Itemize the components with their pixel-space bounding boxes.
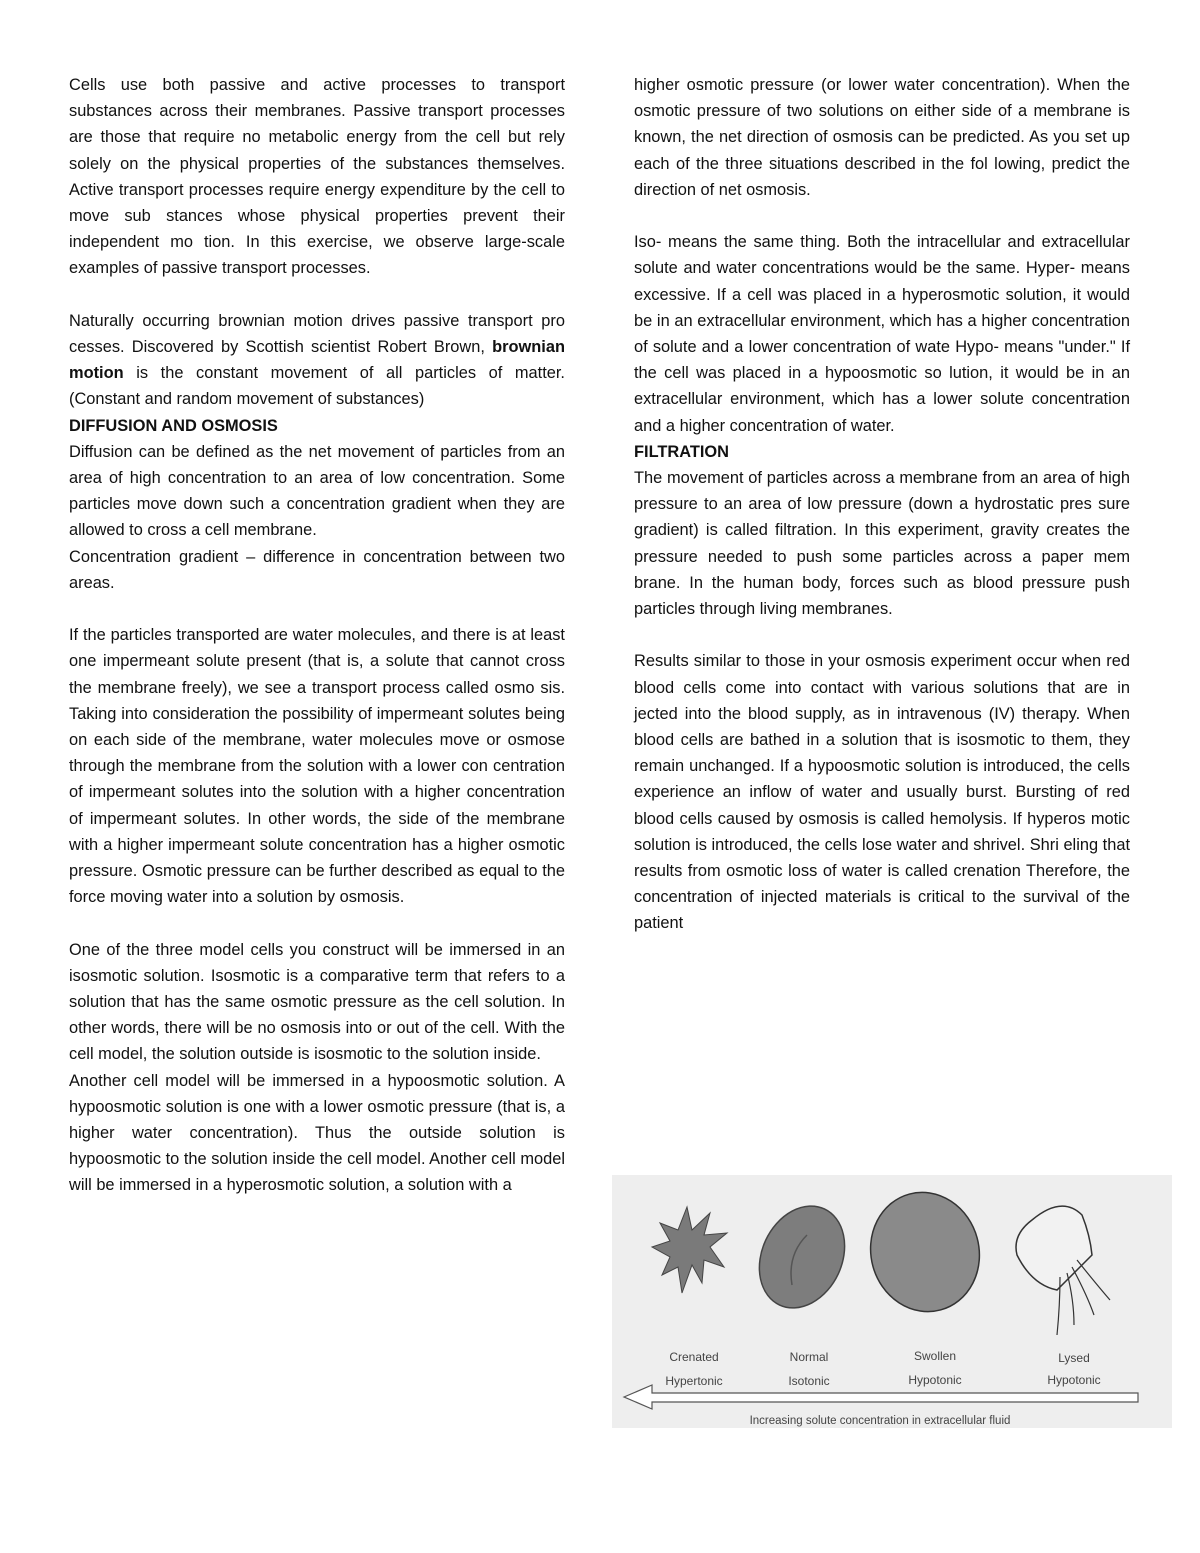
label-isotonic: Isotonic	[788, 1374, 830, 1388]
isosmotic-paragraph: One of the three model cells you construct will be immersed in an isosmotic solution. Isosmotic is a comparative term that refers to a solution that has the same osmotic pressure as the cell solution. In other words, there will be no osmosis into or out of the cell. With the cell model, the solution outside is isosmotic to the solution inside.	[69, 940, 565, 1064]
brownian-text-b: is the constant movement of all particles of matter. (Constant and random movement of substances)	[69, 364, 565, 409]
label-normal: Normal	[789, 1350, 829, 1364]
diffusion-heading: DIFFUSION AND OSMOSIS	[69, 416, 278, 435]
brownian-term: brownian motion	[69, 338, 565, 383]
prefix-paragraph: Iso- means the same thing. Both the intracellular and extracellular solute and water concentrations would be the same. Hyper- means excessive. If a cell was placed in a hyperosmotic solution, it would be in an extracellular environment, which has a higher concentration of solute and a lower concentration of wate Hypo- means "under." If the cell was placed in a hypoosmotic so lution, it would be in an extracellular environment, which has a lower solute concentration and a higher concentration of water.	[634, 233, 1130, 435]
osmotic-pressure-paragraph: higher osmotic pressure (or lower water concentration). When the osmotic pressure of two solutions on either side of a membrane is known, the net direction of osmosis can be predicted. As you set up each of the three situations described in the fol lowing, predict the direction of net osmosis.	[634, 76, 1130, 199]
diffusion-paragraph: Diffusion can be defined as the net movement of particles from an area of high concentration to an area of low concentration. Some particles move down such a concentration gradient when they are allowed to cross a cell membrane.	[69, 442, 565, 540]
label-hypertonic: Hypertonic	[665, 1374, 723, 1388]
label-swollen: Swollen	[913, 1349, 957, 1363]
label-hypotonic-swollen: Hypotonic	[908, 1373, 962, 1387]
label-lysed: Lysed	[1058, 1351, 1090, 1365]
label-hypotonic-lysed: Hypotonic	[1047, 1373, 1101, 1387]
red-blood-cell-figure	[612, 1175, 1172, 1428]
label-crenated: Crenated	[669, 1350, 719, 1364]
right-column	[634, 72, 1130, 937]
osmosis-paragraph: If the particles transported are water molecules, and there is at least one impermeant solute present (that is, a solute that cannot cross the membrane freely), we see a transport process called osmo sis. Taking into consideration the possibility of impermeant solutes being on each side of the membrane, water molecules move or osmose through the membrane from the solution with a lower con centration of impermeant solutes into the solution with a higher concentration of impermeant solutes. In other words, the side of the membrane with a higher impermeant solute concentration has a higher osmotic pressure. Osmotic pressure can be further described as equal to the force moving water into a solution by osmosis.	[69, 626, 565, 907]
brownian-paragraph	[69, 308, 565, 413]
gradient-paragraph: Concentration gradient – difference in concentration between two areas.	[69, 547, 565, 592]
filtration-heading: FILTRATION	[634, 442, 729, 461]
intro-paragraph: Cells use both passive and active processes to transport substances across their membranes. Passive transport processes are those that require no metabolic energy from the cell but rely solely on the physical properties of the substances themselves. Active transport processes require energy expenditure by the cell to move sub stances whose physical properties prevent their independent mo tion. In this exercise, we observe large-scale examples of passive transport processes.	[69, 76, 565, 278]
filtration-paragraph: The movement of particles across a membrane from an area of high pressure to an area of low pressure (down a hydrostatic pres sure gradient) is called filtration. In this experiment, gravity creates the pressure needed to push some particles across a paper mem brane. In the human body, forces such as blood pressure push particles through living membranes.	[634, 469, 1130, 619]
hypoosmotic-paragraph: Another cell model will be immersed in a hypoosmotic solution. A hypoosmotic solution is one with a lower osmotic pressure (that is, a higher water concentration). Thus the outside solution is hypoosmotic to the solution inside the cell model. Another cell model will be immersed in a hyperosmotic solution, a solution with a	[69, 1071, 565, 1195]
red-blood-cells-paragraph: Results similar to those in your osmosis experiment occur when red blood cells come into contact with various solutions that are in jected into the blood supply, as in intravenous (IV) therapy. When blood cells are bathed in a solution that is isosmotic to them, they remain unchanged. If a hypoosmotic solution is introduced, the cells experience an inflow of water and usually burst. Bursting of red blood cells caused by osmosis is called hemolysis. If hyperos motic solution is introduced, the cells lose water and shrivel. Shri eling that results from osmotic loss of water is called crenation Therefore, the concentration of injected materials is critical to the survival of the patient	[634, 652, 1130, 933]
arrow-caption: Increasing solute concentration in extracellular fluid	[749, 1415, 1011, 1427]
left-column	[69, 72, 565, 1199]
brownian-text-a: Naturally occurring brownian motion drives passive transport pro cesses. Discovered by Scottish scientist Robert Brown,	[69, 311, 565, 357]
